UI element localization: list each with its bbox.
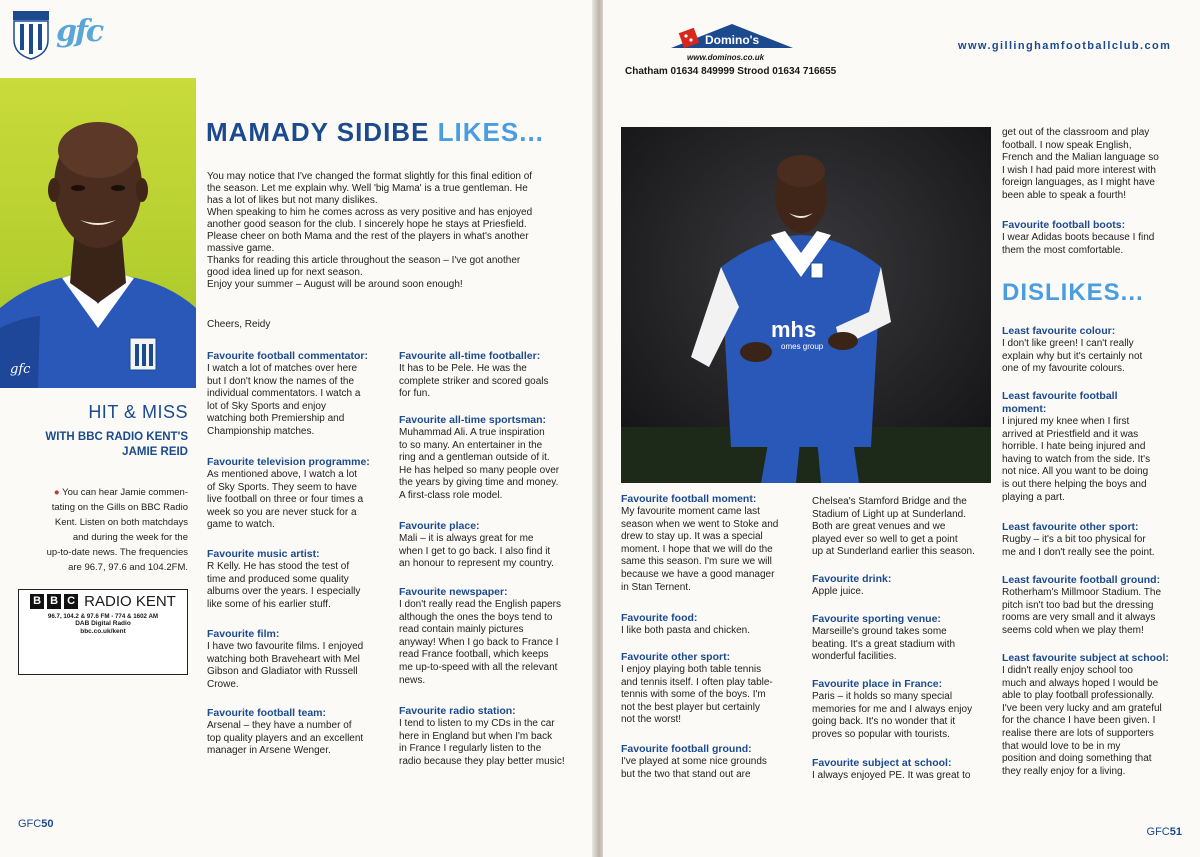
qa-answer-line: not nice. All you want to be doing <box>1002 466 1149 478</box>
qa-answer-line: watching both Premiership and <box>207 413 345 425</box>
qa-question: Favourite drink: <box>812 573 892 585</box>
page-number-left: GFC50 <box>18 818 54 830</box>
intro-line: massive game. <box>207 243 275 254</box>
signoff: Cheers, Reidy <box>207 319 271 330</box>
qa-answer-line: moment. I hope that we will do the <box>621 543 773 555</box>
qa-answer-line: memories for me and I always enjoy <box>812 703 973 715</box>
qa-answer-line: ring and a gentleman outside of it. <box>399 452 550 464</box>
qa-answer-line: they really enjoy for a living. <box>1002 765 1126 777</box>
qa-answer-line: top quality players and an excellent <box>207 732 364 744</box>
qa-sportsman <box>399 414 559 503</box>
sponsor-url: www.dominos.co.uk <box>687 53 765 62</box>
qa-answer-line: beating. It's a great stadium with <box>812 638 956 650</box>
qa-answer-line: of Sky Sports. They seem to have <box>207 481 357 493</box>
qa-answer-line: Mali – it is always great for me <box>399 533 534 544</box>
qa-answer-line: I injured my knee when I first <box>1002 416 1130 427</box>
qa-answer-line: It has to be Pele. He was the <box>399 363 527 374</box>
qa-school-subject <box>812 757 970 783</box>
qa-answer-line: an honour to represent my country. <box>399 558 554 570</box>
qa-food <box>621 612 750 638</box>
qa-ground-continued <box>812 496 975 559</box>
qa-question: moment: <box>1002 403 1047 415</box>
qa-footballer <box>399 350 549 401</box>
qa-answer-line: Stadium of Light up at Sunderland. <box>812 508 966 520</box>
qa-answer-line: for the chance I have been given. I <box>1002 715 1156 727</box>
qa-least-moment <box>1002 390 1150 504</box>
bbc-letter: B <box>30 594 44 609</box>
dislikes-title: DISLIKES... <box>1002 279 1144 306</box>
qa-answer-line: I like both pasta and chicken. <box>621 625 750 636</box>
blurb-line: tating on the Gills on BBC Radio <box>51 502 188 513</box>
qa-answer-line: Championship matches. <box>207 425 315 437</box>
qa-answer-line: tennis with some of the boys. I'm <box>621 689 766 701</box>
sponsor-name: Domino's <box>705 33 760 47</box>
qa-answer-line: I wear Adidas boots because I find <box>1002 232 1155 243</box>
qa-answer-line: realise there are lots of supporters <box>1002 727 1154 739</box>
qa-question: Favourite football boots: <box>1002 219 1126 231</box>
svg-text:gfc: gfc <box>10 362 31 377</box>
qa-television <box>207 456 370 532</box>
qa-answer-line: going back. It's no wonder that it <box>812 716 956 728</box>
qa-answer-line: week so you are never stuck for a <box>207 506 357 518</box>
qa-answer-line: much and always hoped I would be <box>1002 677 1159 689</box>
shirt-sponsor-sub: omes group <box>781 342 824 351</box>
qa-answer-line: read France football, which keeps <box>399 649 549 661</box>
qa-answer-line: not the best player but certainly <box>621 701 760 713</box>
qa-answer-line: horrible. I hate being injured and <box>1002 441 1146 453</box>
qa-answer-line: me and I don't really see the point. <box>1002 546 1155 558</box>
qa-question: Favourite subject at school: <box>812 757 952 769</box>
qa-answer-line: proves so popular with tourists. <box>812 728 950 740</box>
qa-answer-line: in France I regularly listen to the <box>399 743 542 755</box>
qa-question: Favourite other sport: <box>621 651 731 663</box>
qa-question: Favourite radio station: <box>399 705 516 717</box>
qa-answer-line: I always enjoyed PE. It was great to <box>812 770 971 781</box>
qa-question: Least favourite subject at school: <box>1002 652 1169 664</box>
player-portrait <box>0 78 196 388</box>
qa-question: Least favourite football ground: <box>1002 574 1161 586</box>
qa-answer-line: I've been very lucky and am grateful <box>1002 702 1162 714</box>
bullet-icon: ● <box>53 487 60 498</box>
blurb-line: Kent. Listen on both matchdays <box>54 517 188 528</box>
qa-answer-line: I tend to listen to my CDs in the car <box>399 718 555 729</box>
sponsor-phones: Chatham 01634 849999 Strood 01634 716655 <box>625 66 837 77</box>
qa-answer-line: game to watch. <box>207 519 275 531</box>
qa-question: Favourite food: <box>621 612 698 624</box>
qa-film <box>207 628 363 691</box>
qa-answer-line: drew to stay up. It was a special <box>621 531 763 543</box>
title-likes: LIKES... <box>437 117 544 147</box>
qa-answer-line: Rotherham's Millmoor Stadium. The <box>1002 587 1162 598</box>
qa-answer-line: R Kelly. He has stood the test of <box>207 561 350 572</box>
bbc-url: bbc.co.uk/kent <box>80 628 126 635</box>
qa-newspaper <box>399 586 561 687</box>
intro-paragraph <box>207 171 572 291</box>
qa-answer-line: I don't really read the English papers <box>399 599 562 610</box>
qa-answer-line: Crowe. <box>207 678 239 690</box>
qa-answer-line: I enjoy playing both table tennis <box>621 664 762 675</box>
qa-answer-line: A first-class role model. <box>399 489 503 501</box>
qa-answer-line: live football on three or four times a <box>207 494 364 506</box>
qa-answer-line: lot of Sky Sports and enjoy <box>207 400 326 412</box>
bbc-letter: B <box>47 594 61 609</box>
qa-answer-line: rooms are very small and it always <box>1002 612 1156 624</box>
subheading-line: JAMIE REID <box>122 446 188 458</box>
club-website: www.gillinghamfootballclub.com <box>958 40 1172 52</box>
bbc-station-name: RADIO KENT <box>84 593 176 610</box>
qa-answer-line: been able to speak a fourth! <box>1002 189 1126 201</box>
shirt-sponsor: mhs <box>771 317 817 342</box>
intro-line: You may notice that I've changed the format slightly for this final edition of <box>207 171 533 182</box>
qa-answer-line: My favourite moment came last <box>621 506 760 517</box>
bbc-dab: DAB Digital Radio <box>75 620 131 627</box>
qa-question: Least favourite colour: <box>1002 325 1116 337</box>
blurb-line: are 96.7, 97.6 and 104.2FM. <box>68 562 188 573</box>
qa-answer-line: not the worst! <box>621 714 682 726</box>
intro-line: When speaking to him he comes across as very positive and has enjoyed <box>207 207 533 218</box>
player-action-photo <box>621 127 991 483</box>
qa-question: Least favourite other sport: <box>1002 521 1139 533</box>
qa-answer-line: playing a part. <box>1002 491 1065 503</box>
qa-drink <box>812 573 891 599</box>
qa-music <box>207 548 360 611</box>
qa-answer-line: to so many. An entertainer in the <box>399 439 543 451</box>
qa-answer-line: played ever so well to get a point <box>812 533 958 545</box>
qa-radio <box>399 705 565 768</box>
left-page <box>0 0 597 857</box>
right-page <box>603 0 1200 857</box>
bbc-logo-row <box>22 593 184 610</box>
qa-answer-line: Paris – it holds so many special <box>812 691 953 702</box>
hit-and-miss-subheading <box>20 430 188 460</box>
qa-answer-line: I didn't really enjoy school too <box>1002 665 1133 676</box>
qa-question: Favourite football moment: <box>621 493 757 505</box>
blurb-line: and during the week for the <box>72 532 188 543</box>
qa-answer-line: but I don't know the names of the <box>207 375 355 387</box>
qa-question: Favourite place: <box>399 520 480 532</box>
qa-question: Favourite film: <box>207 628 280 640</box>
qa-answer-line: pitch isn't too bad but the dressing <box>1002 599 1154 611</box>
qa-answer-line: time and produced some quality <box>207 573 349 585</box>
qa-question: Favourite television programme: <box>207 456 370 468</box>
intro-line: Enjoy your summer – August will be around soon enough! <box>207 279 463 290</box>
qa-question: Favourite all-time footballer: <box>399 350 541 362</box>
qa-answer-line: one of my favourite colours. <box>1002 363 1125 375</box>
bbc-frequencies: 96.7, 104.2 & 97.6 FM - 774 & 1602 AM <box>47 613 159 620</box>
dominos-logo-icon <box>667 22 797 50</box>
qa-answer-line: up at Sunderland earlier this season. <box>812 546 975 558</box>
article-title <box>206 117 544 148</box>
qa-answer-line: albums over the years. I especially <box>207 586 361 598</box>
qa-answer-line: I've played at some nice grounds <box>621 756 767 767</box>
qa-answer-line: I wish I had paid more interest with <box>1002 164 1156 176</box>
blurb-line: up-to-date news. The frequencies <box>46 547 188 558</box>
gfc-monogram: gfc <box>56 14 103 49</box>
qa-answer-line: the years by giving time and money. <box>399 477 559 489</box>
qa-answer-line: for fun. <box>399 388 431 400</box>
qa-answer-line: radio because they play better music! <box>399 755 565 767</box>
qa-answer-line: when I get to go back. I also find it <box>399 545 551 557</box>
qa-answer-line: Rugby – it's a bit too physical for <box>1002 534 1146 545</box>
qa-sporting-venue <box>812 613 955 664</box>
qa-answer-line: I don't like green! I can't really <box>1002 338 1134 349</box>
qa-question: Least favourite football <box>1002 390 1118 402</box>
qa-answer-line: watching both Braveheart with Mel <box>207 653 360 665</box>
qa-answer-line: French and the Malian language so <box>1002 152 1159 164</box>
qa-answer-line: seems cold when we play them! <box>1002 624 1144 636</box>
qa-answer-line: Gibson and Gladiator with Russell <box>207 666 358 678</box>
blurb-line: ● You can hear Jamie commen- <box>53 487 188 498</box>
qa-answer-line: season when we went to Stoke and <box>621 518 779 530</box>
qa-football-moment <box>621 493 778 594</box>
qa-answer-line: get out of the classroom and play <box>1002 127 1150 138</box>
qa-least-sport <box>1002 521 1155 559</box>
intro-line: the season. Let me explain why. Well 'big Mama' is a true gentleman. He <box>207 183 528 194</box>
qa-answer-line: Both are great venues and we <box>812 521 946 533</box>
qa-answer-line: because we have a good manager <box>621 568 775 580</box>
qa-answer-line: I have two favourite films. I enjoyed <box>207 641 364 652</box>
qa-answer-line: them the most comfortable. <box>1002 244 1124 256</box>
qa-football-boots <box>1002 219 1154 257</box>
qa-answer-line: football. I now speak English, <box>1002 139 1132 151</box>
qa-least-colour <box>1002 325 1142 376</box>
qa-answer-line: explain why but it's certainly not <box>1002 350 1143 362</box>
qa-question: Favourite all-time sportsman: <box>399 414 547 426</box>
bbc-letter: C <box>64 594 78 609</box>
qa-question: Favourite football ground: <box>621 743 752 755</box>
qa-school-continued <box>1002 127 1159 203</box>
qa-answer-line: although the ones the boys tend to <box>399 611 553 623</box>
qa-answer-line: position and doing something that <box>1002 753 1152 765</box>
qa-football-ground <box>621 743 767 781</box>
qa-question: Favourite football commentator: <box>207 350 369 362</box>
qa-answer-line: like some of his earlier stuff. <box>207 598 331 610</box>
qa-answer-line: but the two that stand out are <box>621 768 751 780</box>
qa-answer-line: read contain mainly pictures <box>399 624 524 636</box>
qa-question: Favourite place in France: <box>812 678 943 690</box>
qa-answer-line: As mentioned above, I watch a lot <box>207 469 358 480</box>
qa-answer-line: manager in Arsene Wenger. <box>207 745 331 757</box>
qa-answer-line: news. <box>399 674 426 686</box>
qa-answer-line: in Stan Ternent. <box>621 581 691 593</box>
bbc-radio-kent-logo <box>18 589 188 675</box>
intro-line: another good season for the club. I sincerely hope he stays at Priesfield. <box>207 219 527 230</box>
qa-question: Favourite football team: <box>207 707 327 719</box>
qa-least-ground <box>1002 574 1161 637</box>
qa-question: Favourite music artist: <box>207 548 320 560</box>
qa-answer-line: He has helped so many people over <box>399 464 560 476</box>
page-number-right: GFC51 <box>1146 826 1182 838</box>
qa-answer-line: arrived at Priestfield and it was <box>1002 428 1139 440</box>
qa-least-subject <box>1002 652 1169 778</box>
qa-commentator <box>207 350 368 439</box>
qa-answer-line: here in England but when I'm back <box>399 730 553 742</box>
qa-answer-line: Arsenal – they have a number of <box>207 720 352 731</box>
club-crest-icon <box>12 10 50 60</box>
qa-answer-line: wonderful facilities. <box>812 651 897 663</box>
qa-answer-line: anyway! When I go back to France I <box>399 636 559 648</box>
qa-answer-line: able to play football professionally. <box>1002 690 1155 702</box>
qa-answer-line: Chelsea's Stamford Bridge and the <box>812 496 967 507</box>
qa-answer-line: Apple juice. <box>812 586 864 597</box>
qa-answer-line: is out there helping the boys and <box>1002 478 1147 490</box>
qa-place <box>399 520 554 571</box>
qa-answer-line: foreign languages, as I might have <box>1002 177 1155 189</box>
qa-team <box>207 707 363 758</box>
qa-answer-line: individual commentators. I watch a <box>207 388 361 400</box>
title-player-name: MAMADY SIDIBE <box>206 117 430 147</box>
qa-question: Favourite newspaper: <box>399 586 508 598</box>
qa-answer-line: same this season. I'm sure we will <box>621 556 772 568</box>
qa-other-sport <box>621 651 773 727</box>
hit-and-miss-heading: HIT & MISS <box>88 402 188 422</box>
qa-answer-line: me up-to-speed with all the relevant <box>399 661 558 673</box>
intro-line: good idea lined up for next season. <box>207 267 363 278</box>
subheading-line: WITH BBC RADIO KENT'S <box>45 431 188 443</box>
qa-place-france <box>812 678 972 741</box>
intro-line: has a lot of likes but not many dislikes. <box>207 195 378 206</box>
intro-line: Please cheer on both Mama and the rest of the players in what's another <box>207 231 529 242</box>
radio-blurb <box>20 485 188 575</box>
qa-answer-line: that would love to be in my <box>1002 740 1121 752</box>
intro-line: Thanks for reading this article throughout the season – I've got another <box>207 255 521 266</box>
qa-answer-line: I watch a lot of matches over here <box>207 363 358 374</box>
qa-answer-line: and tennis itself. I often play table- <box>621 676 773 688</box>
qa-answer-line: complete striker and scored goals <box>399 375 549 387</box>
qa-answer-line: Marseille's ground takes some <box>812 626 947 637</box>
qa-answer-line: having to watch from the side. It's <box>1002 453 1151 465</box>
qa-answer-line: Muhammad Ali. A true inspiration <box>399 427 545 438</box>
qa-question: Favourite sporting venue: <box>812 613 941 625</box>
